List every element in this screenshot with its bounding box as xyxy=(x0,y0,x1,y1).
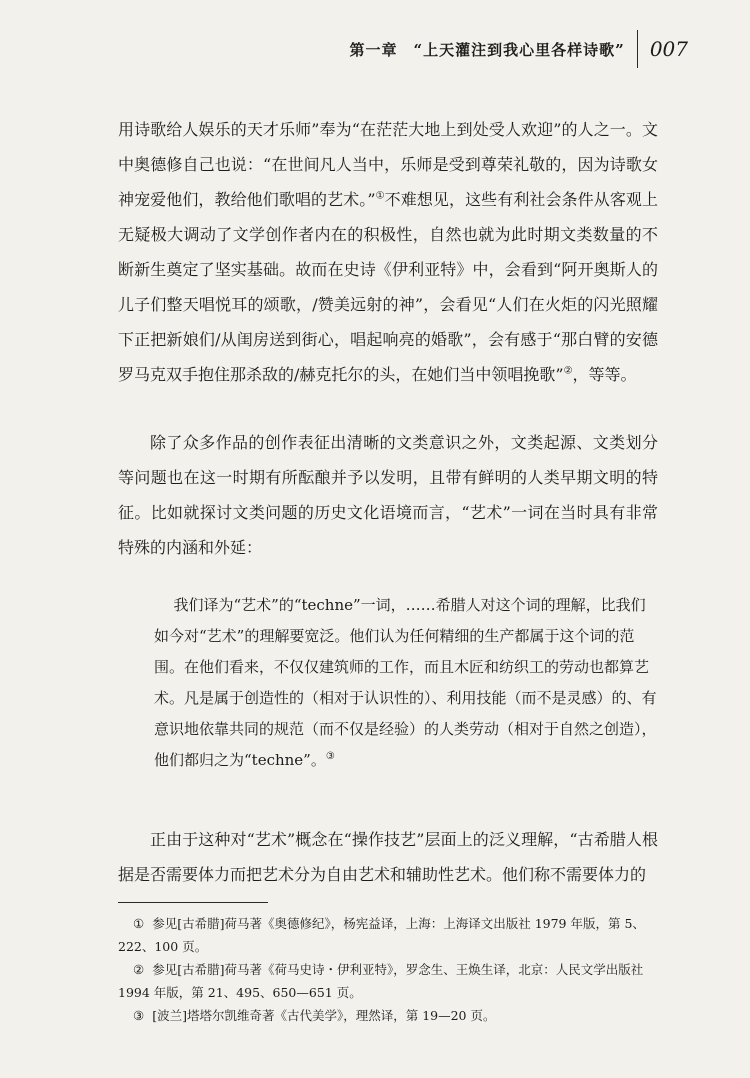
paragraph-1-text: 用诗歌给人娱乐的天才乐师”奉为“在茫茫大地上到处受人欢迎”的人之一。文中奥德修自己也说：“在世间凡人当中，乐师是受到尊荣礼敬的，因为诗歌女神宠爱他们，教给他们歌唱的艺术。” xyxy=(118,120,658,209)
page-number: 007 xyxy=(649,37,688,61)
block-quote xyxy=(118,590,658,776)
footnote-ref-3: ③ xyxy=(325,751,335,762)
footnotes xyxy=(118,912,663,1027)
paragraph-1-end: ，等等。 xyxy=(572,365,637,384)
chapter-title: 第一章 “上天灌注到我心里各样诗歌” xyxy=(349,40,625,59)
paragraph-3 xyxy=(118,822,658,892)
footnote-divider xyxy=(118,902,268,903)
footnote-ref-2: ② xyxy=(563,365,573,377)
running-header xyxy=(350,30,688,68)
paragraph-2-text: 除了众多作品的创作表征出清晰的文类意识之外，文类起源、文类划分等问题也在这一时期有所酝酿并予以发明，且带有鲜明的人类早期文明的特征。比如就探讨文类问题的历史文化语境而言，“艺术”一词在当时具有非常特殊的内涵和外延： xyxy=(118,433,658,557)
footnote-1 xyxy=(118,912,663,958)
paragraph-2 xyxy=(118,425,658,565)
block-quote-text: 我们译为“艺术”的“techne”一词，……希腊人对这个词的理解，比我们如今对“艺术”的理解要宽泛。他们认为任何精细的生产都属于这个词的范围。在他们看来，不仅仅建筑师的工作，而且木匠和纺织工的劳动也都算艺术。凡是属于创造性的（相对于认识性的）、利用技能（而不是灵感）的、有意识地依靠共同的规范（而不仅是经验）的人类劳动（相对于自然之创造），他们都归之为“techne”。 xyxy=(154,596,657,769)
footnote-2 xyxy=(118,958,663,1004)
paragraph-3-text: 正由于这种对“艺术”概念在“操作技艺”层面上的泛义理解，“古希腊人根据是否需要体力而把艺术分为自由艺术和辅助性艺术。他们称不需要体力的 xyxy=(118,830,658,884)
footnote-3-text: [波兰]塔塔尔凯维奇著《古代美学》，理然译，第 19—20 页。 xyxy=(152,1008,496,1023)
paragraph-1-continued: 不难想见，这些有利社会条件从客观上无疑极大调动了文学创作者内在的积极性，自然也就为此时期文类数量的不断新生奠定了坚实基础。故而在史诗《伊利亚特》中，会看到“阿开奥斯人的儿子们整天唱悦耳的颂歌，/赞美远射的神”，会看见“人们在火炬的闪光照耀下正把新娘们/从闺房送到街心，唱起响亮的婚歌”，会有感于“那白臂的安德罗马克双手抱住那杀敌的/赫克托尔的头，在她们当中领唱挽歌” xyxy=(118,190,658,384)
footnote-2-text: 参见[古希腊]荷马著《荷马史诗・伊利亚特》，罗念生、王焕生译，北京：人民文学出版社 1994 年版，第 21、495、650—651 页。 xyxy=(118,962,644,1000)
footnote-ref-1: ① xyxy=(375,190,385,202)
paragraph-1 xyxy=(118,112,658,392)
header-divider xyxy=(637,30,638,68)
footnote-3 xyxy=(118,1004,663,1027)
footnote-2-mark: ② xyxy=(133,962,145,977)
footnote-1-text: 参见[古希腊]荷马著《奥德修纪》，杨宪益译，上海：上海译文出版社 1979 年版，第 5、222、100 页。 xyxy=(118,916,645,954)
footnote-3-mark: ③ xyxy=(133,1008,145,1023)
footnote-1-mark: ① xyxy=(133,916,145,931)
